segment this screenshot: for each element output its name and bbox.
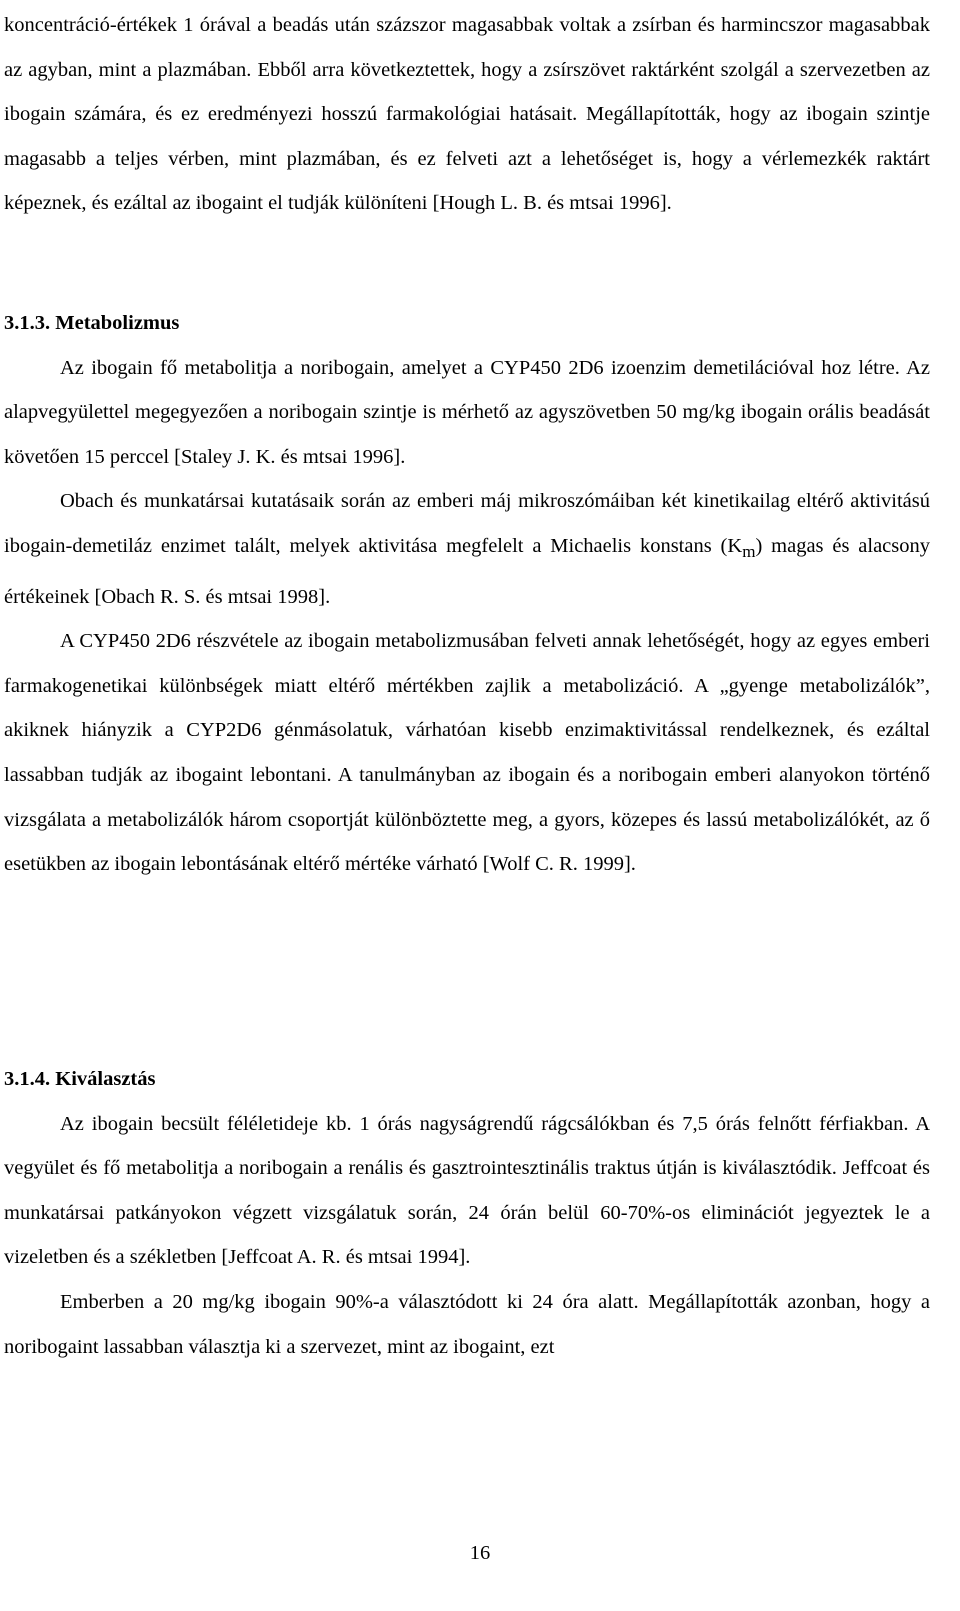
paragraph-obach bbox=[4, 479, 930, 619]
page-number: 16 bbox=[469, 1542, 491, 1564]
paragraph-obach-text-a: Obach és munkatársai kutatásaik során az emberi máj mikroszómáiban két kinetikailag eltérő aktivitású ibogain-demetiláz enzimet talált, melyek aktivitása megfelelt a Michaelis konstans (K bbox=[4, 490, 930, 557]
section-metabolizmus bbox=[4, 301, 930, 887]
heading-metabolizmus: 3.1.3. Metabolizmus bbox=[4, 312, 180, 334]
km-subscript: m bbox=[742, 542, 756, 562]
paragraph-emberben: Emberben a 20 mg/kg ibogain 90%-a választódott ki 24 óra alatt. Megállapították azonban, hogy a noribogaint lassabban választja ki a szervezet, mint az ibogaint, ezt bbox=[4, 1290, 930, 1358]
heading-kivalasztas: 3.1.4. Kiválasztás bbox=[4, 1068, 156, 1090]
paragraph-block-distribution bbox=[4, 3, 930, 226]
paragraph-distribution: koncentráció-értékek 1 órával a beadás után százszor magasabbak voltak a zsírban és harmincszor magasabbak az agyban, mint a plazmában. Ebből arra következtettek, hogy a zsírszövet raktárként szolgál a szervezetben az ibogain számára, és ez eredményezi hosszú farmakológiai hatásait. Megállapították, hogy az ibogain szintje magasabb a teljes vérben, mint plazmában, és ez felveti azt a lehetőséget is, hogy a vérlemezkék raktárt képeznek, és ezáltal az ibogaint el tudják különíteni [Hough L. B. és mtsai 1996]. bbox=[4, 14, 930, 215]
paragraph-cyp450: A CYP450 2D6 részvétele az ibogain metabolizmusában felveti annak lehetőségét, hogy az egyes emberi farmakogenetikai különbségek miatt eltérő mértékben zajlik a metabolizáció. A „gyenge metabolizálók”, akiknek hiányzik a CYP2D6 génmásolatuk, várhatóan kisebb enzimaktivitással rendelkeznek, és ezáltal lassabban tudják az ibogaint lebontani. A tanulmányban az ibogain és a noribogain emberi alanyokon történő vizsgálata a metabolizálók három csoportját különböztette meg, a gyors, közepes és lassú metabolizálókét, az ő esetükben az ibogain lebontásának eltérő mértéke várható [Wolf C. R. 1999]. bbox=[4, 630, 930, 876]
paragraph-obach-text-b: ) magas és alacsony értékeinek [Obach R. S. és mtsai 1998]. bbox=[4, 534, 931, 608]
paragraph-noribogain: Az ibogain fő metabolitja a noribogain, amelyet a CYP450 2D6 izoenzim demetilációval hoz létre. Az alapvegyülettel megegyezően a noribogain szintje is mérhető az agyszövetben 50 mg/kg ibogain orális beadását követően 15 perccel [Staley J. K. és mtsai 1996]. bbox=[4, 356, 930, 468]
paragraph-felelet: Az ibogain becsült féléletideje kb. 1 órás nagyságrendű rágcsálókban és 7,5 órás felnőtt férfiakban. A vegyület és fő metabolitja a noribogain a renális és gasztrointesztinális traktus útján is kiválasztódik. Jeffcoat és munkatársai patkányokon végzett vizsgálatuk során, 24 órán belül 60-70%-os eliminációt jegyeztek le a vizeletben és a székletben [Jeffcoat A. R. és mtsai 1994]. bbox=[4, 1112, 930, 1269]
section-kivalasztas bbox=[4, 1057, 930, 1369]
